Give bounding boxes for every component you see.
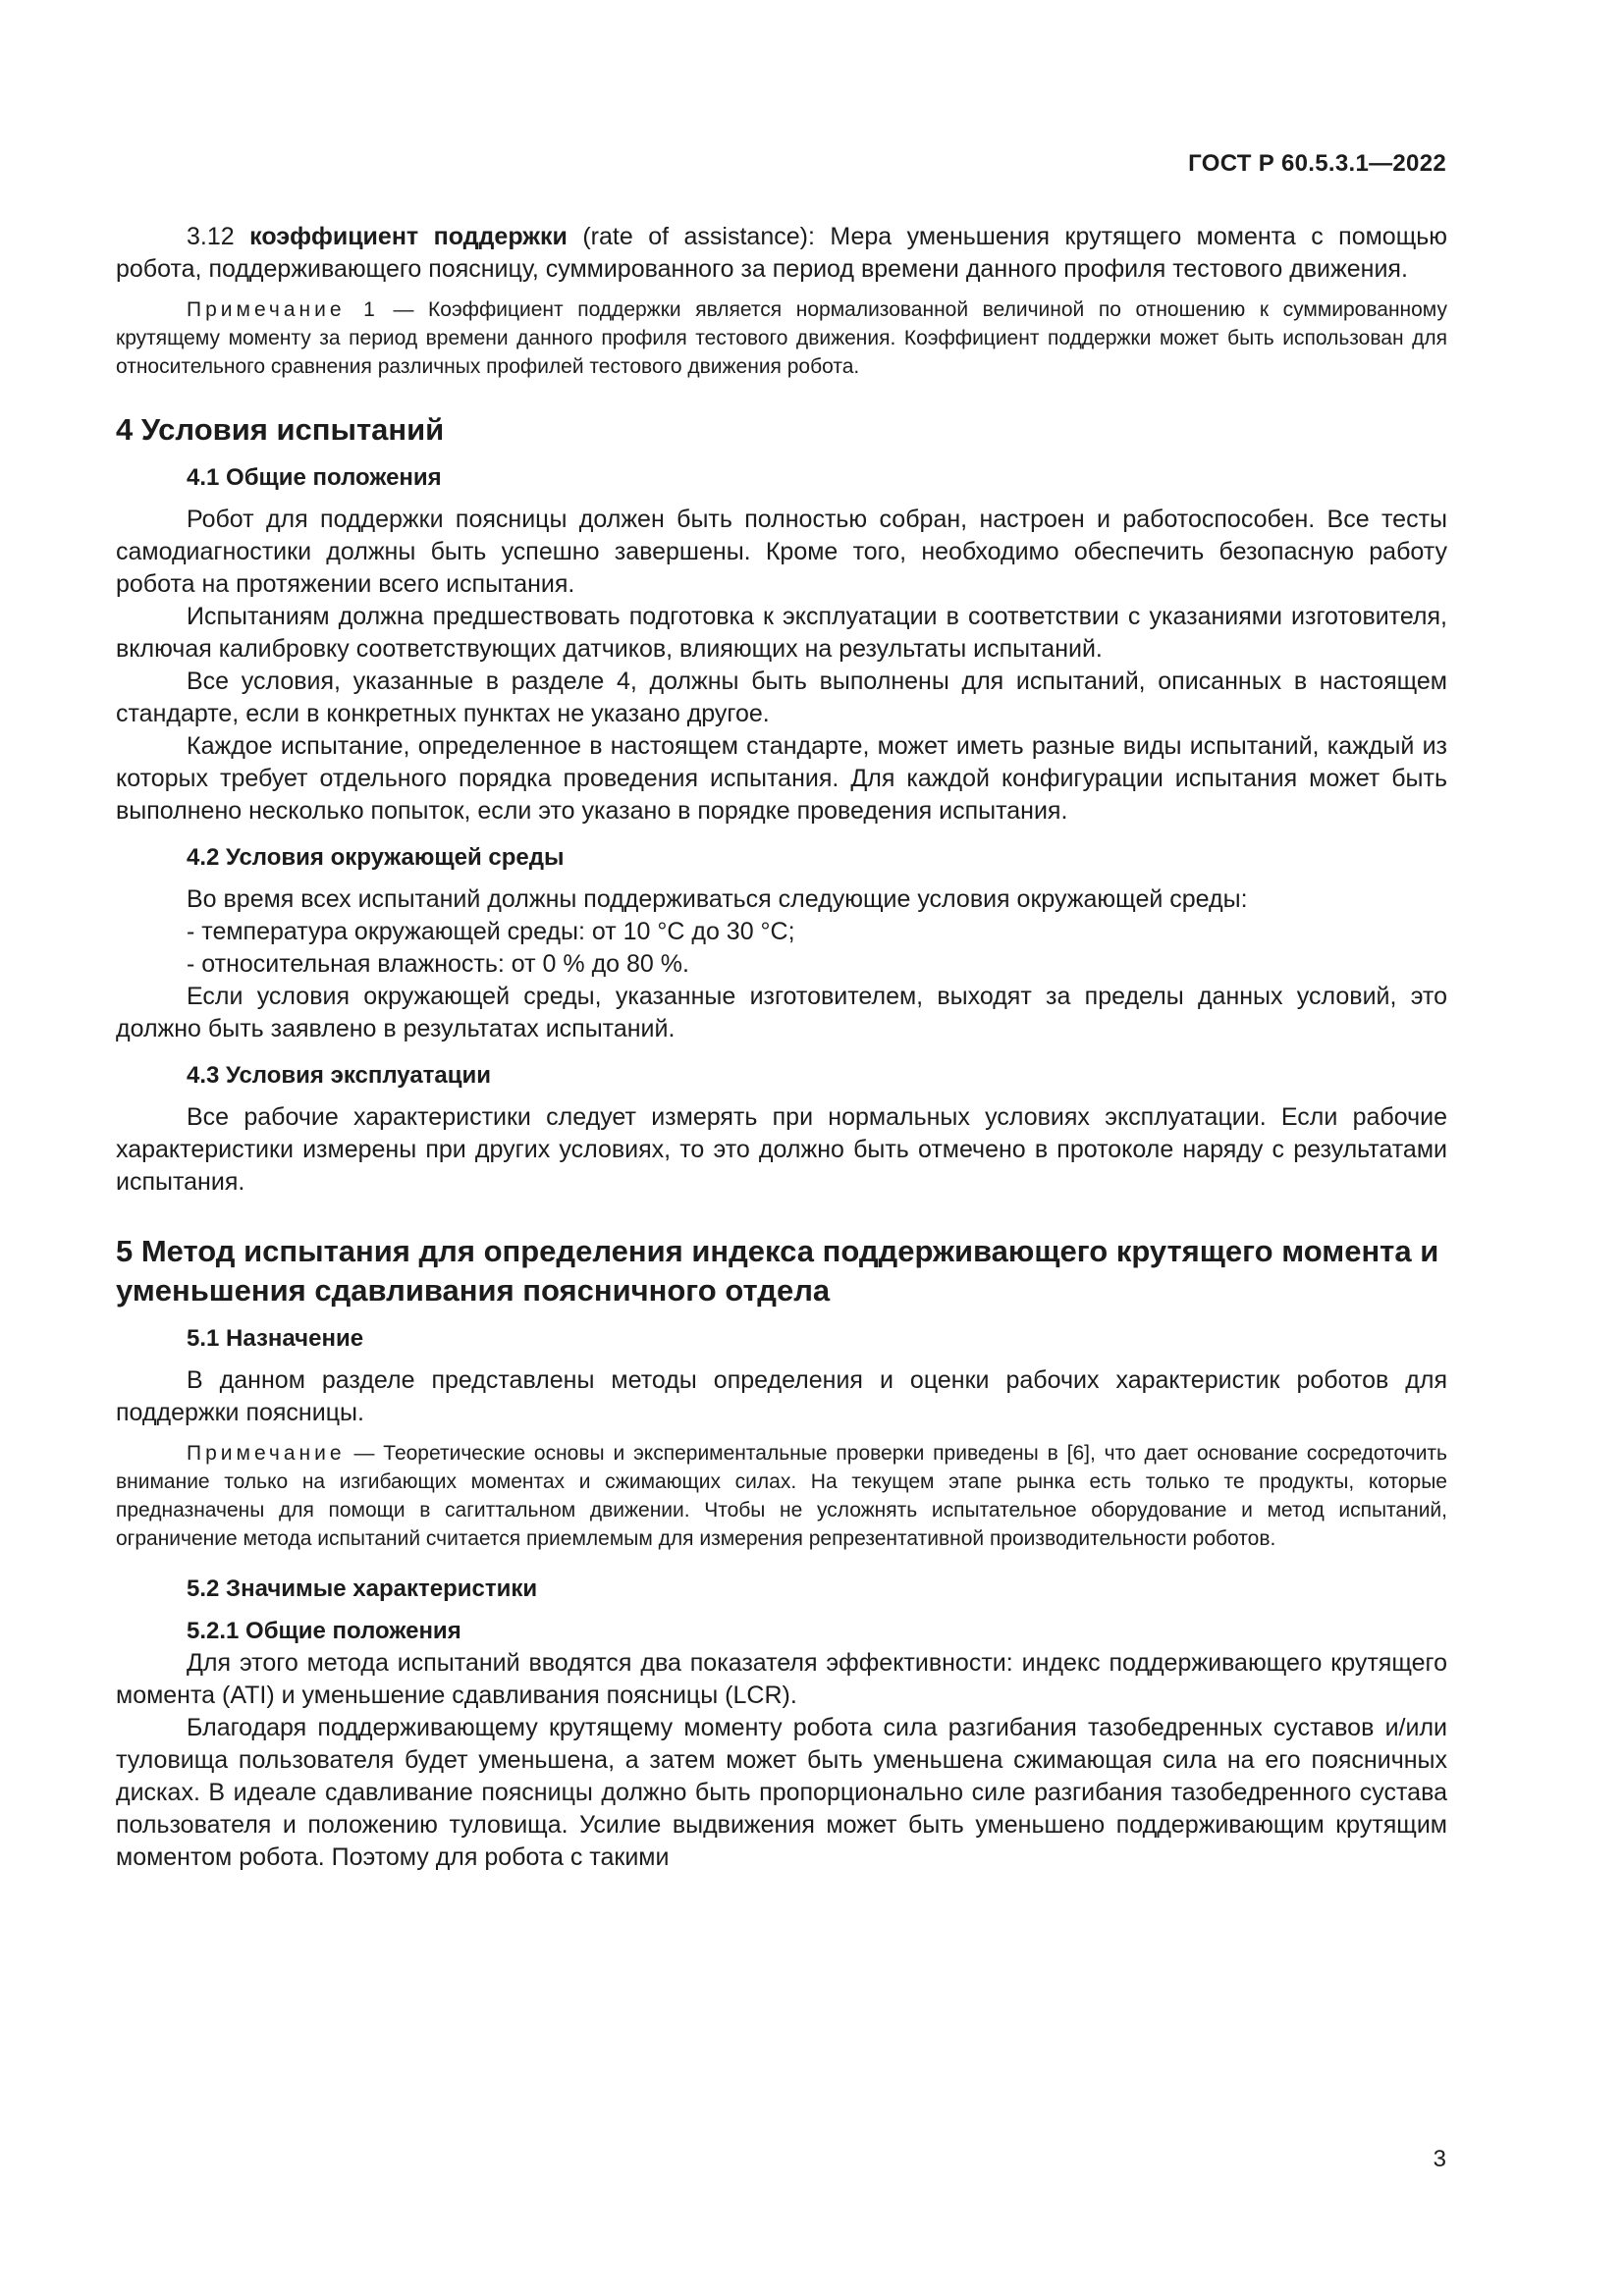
document-header-id: ГОСТ Р 60.5.3.1—2022 (1188, 150, 1446, 177)
section-5-title: 5 Метод испытания для определения индекса поддерживающего крутящего момента и уменьшения сдавливания поясничного отдела (116, 1234, 1439, 1308)
paragraph: Робот для поддержки поясницы должен быть полностью собран, настроен и работоспособен. Все тесты самодиагностики должны быть успешно завершены. Кроме того, необходимо обеспечить безопасную работу робота на протяжении всего испытания. (116, 506, 1447, 598)
term-bold: коэффициент поддержки (249, 223, 568, 250)
subsection-4-1-title: 4.1 Общие положения (187, 464, 442, 491)
paragraph: Каждое испытание, определенное в настоящем стандарте, может иметь разные виды испытаний, каждый из которых требует отдельного порядка проведения испытания. Для каждой конфигурации испытания может быть выполнено несколько попыток, если это указано в порядке проведения испытания. (116, 732, 1447, 825)
term-definition: Мера уменьшения крутящего момента с помощью робота, поддерживающего поясницу, суммированного за период времени данного профиля тестового движения. (116, 223, 1448, 283)
paragraph: Во время всех испытаний должны поддерживаться следующие условия окружающей среды: (187, 885, 1248, 913)
list-item: - температура окружающей среды: от 10 °C до 30 °C; (187, 918, 795, 945)
note-text: — Теоретические основы и экспериментальные проверки приведены в [6], что дает основание сосредоточить внимание только на изгибающих моментах и сжимающих силах. На текущем этапе рынка есть только те продукты, которые предназначены для помощи в сагиттальном движении. Чтобы не усложнять испытательное оборудование и метод испытаний, ограничение метода испытаний считается приемлемым для измерения репрезентативной производительности роботов. (116, 1442, 1447, 1550)
note-label: Примечание 1 (187, 298, 379, 321)
subsection-5-2-title: 5.2 Значимые характеристики (187, 1575, 538, 1602)
subsection-4-3-title: 4.3 Условия эксплуатации (187, 1062, 492, 1089)
note-3-12 (116, 295, 1447, 381)
paragraph: Все условия, указанные в разделе 4, должны быть выполнены для испытаний, описанных в настоящем стандарте, если в конкретных пунктах не указано другое. (116, 667, 1447, 727)
term-english: (rate of assistance): (582, 223, 815, 250)
paragraph: Испытаниям должна предшествовать подготовка к эксплуатации в соответствии с указаниями изготовителя, включая калибровку соответствующих датчиков, влияющих на результаты испытаний. (116, 603, 1447, 663)
note-text: — Коэффициент поддержки является нормализованной величиной по отношению к суммированному крутящему моменту за период времени данного профиля тестового движения. Коэффициент поддержки может быть использован для относительного сравнения различных профилей тестового движения робота. (116, 298, 1447, 378)
paragraph: Благодаря поддерживающему крутящему моменту робота сила разгибания тазобедренных суставов и/или туловища пользователя будет уменьшена, а затем может быть уменьшена сжимающая сила на его поясничных дисках. В идеале сдавливание поясницы должно быть пропорционально силе разгибания тазобедренного сустава пользователя и положению туловища. Усилие выдвижения может быть уменьшено поддерживающим крутящим моментом робота. Поэтому для робота с такими (116, 1714, 1447, 1871)
subsection-4-2-title: 4.2 Условия окружающей среды (187, 844, 565, 871)
note-5-1 (116, 1439, 1447, 1553)
paragraph: Для этого метода испытаний вводятся два показателя эффективности: индекс поддерживающего крутящего момента (ATI) и уменьшение сдавливания поясницы (LCR). (116, 1649, 1447, 1709)
subsection-5-2-1-title: 5.2.1 Общие положения (187, 1618, 461, 1644)
subsection-5-1-title: 5.1 Назначение (187, 1325, 364, 1352)
clause-number: 3.12 (187, 223, 235, 250)
page-number: 3 (1433, 2146, 1446, 2172)
page-content (116, 221, 1447, 1874)
paragraph: Все рабочие характеристики следует измерять при нормальных условиях эксплуатации. Если рабочие характеристики измерены при других условиях, то это должно быть отмечено в протоколе наряду с результатами испытания. (116, 1103, 1447, 1196)
paragraph: В данном разделе представлены методы определения и оценки рабочих характеристик роботов для поддержки поясницы. (116, 1366, 1447, 1426)
paragraph: Если условия окружающей среды, указанные изготовителем, выходят за пределы данных условий, это должно быть заявлено в результатах испытаний. (116, 983, 1447, 1042)
section-4-title: 4 Условия испытаний (116, 412, 445, 447)
list-item: - относительная влажность: от 0 % до 80 %. (187, 950, 689, 978)
clause-3-12 (116, 221, 1447, 286)
note-label: Примечание (187, 1442, 346, 1465)
